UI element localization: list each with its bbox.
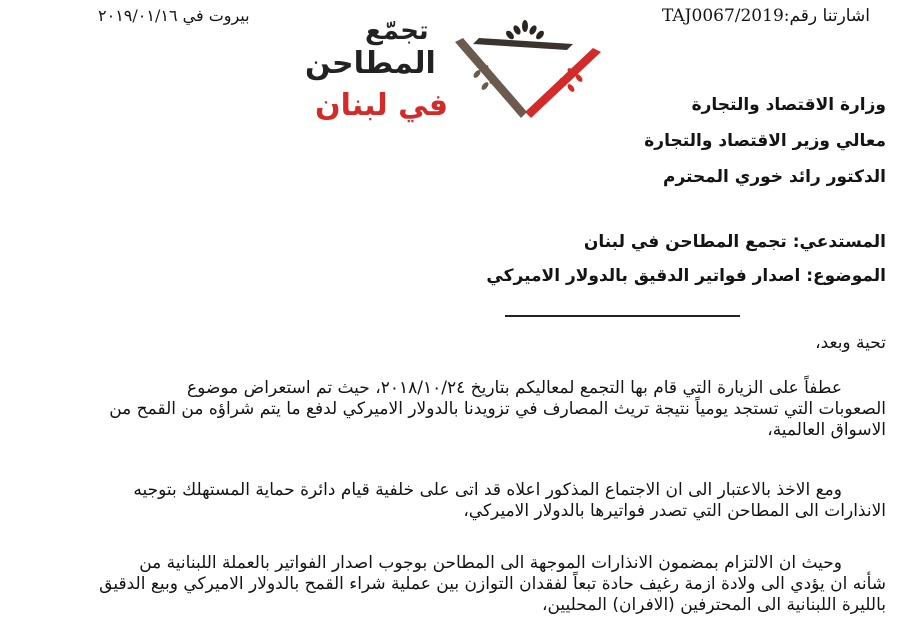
paragraph-line: الصعوبات التي تستجد يومياً نتيجة تريث المصارف في تزويدنا بالدولار الاميركي لدفع ما يتم شراؤه من القمح من: [109, 399, 886, 419]
subject-line: الموضوع: اصدار فواتير الدقيق بالدولار الاميركي: [486, 266, 886, 286]
paragraph-line: عطفاً على الزيارة التي قام بها التجمع لمعاليكم بتاريخ ٢٠١٨/١٠/٢٤، حيث تم استعراض موضوع: [187, 378, 842, 398]
paragraph-1: [14, 378, 886, 441]
letter-date: بيروت في ٢٠١٩/٠١/١٦: [98, 6, 250, 25]
subject-underline: [505, 315, 740, 317]
wheat-emblem-icon: [455, 14, 603, 118]
paragraph-line: الانذارات الى المطاحن التي تصدر فواتيرها بالدولار الاميركي،: [463, 501, 886, 521]
logo-text-line1: تجمّع: [365, 16, 429, 46]
logo-text-line3: في لبنان: [315, 88, 449, 123]
paragraph-line: ومع الاخذ بالاعتبار الى ان الاجتماع المذكور اعلاه قد اتى على خلفية قيام دائرة حماية المستهلك بتوجيه: [133, 480, 842, 500]
reference-number: اشارتنا رقم:TAJ0067/2019: [662, 6, 870, 26]
greeting: تحية وبعد،: [815, 333, 886, 353]
paragraph-line: شأنه ان يؤدي الى ولادة ازمة رغيف حادة تبعاً لفقدان التوازن بين عملية شراء القمح بالدولار الاميركي وبيع الدقيق: [99, 574, 886, 594]
paragraph-line: الاسواق العالمية،: [767, 420, 886, 440]
paragraph-line: بالليرة اللبنانية الى المحترفين (الافران) المحليين،: [541, 595, 886, 615]
recipient-ministry: وزارة الاقتصاد والتجارة: [691, 95, 886, 115]
recipient-name: الدكتور رائد خوري المحترم: [663, 167, 886, 187]
paragraph-2: [14, 480, 886, 522]
applicant-line: المستدعي: تجمع المطاحن في لبنان: [583, 232, 886, 252]
recipient-minister: معالي وزير الاقتصاد والتجارة: [644, 131, 886, 151]
paragraph-3: [14, 553, 886, 616]
paragraph-line: وحيث ان الالتزام بمضمون الانذارات الموجهة الى المطاحن بوجوب اصدار الفواتير بالعملة اللبنانية من: [139, 553, 842, 573]
logo-text-line2: المطاحن: [305, 46, 436, 81]
